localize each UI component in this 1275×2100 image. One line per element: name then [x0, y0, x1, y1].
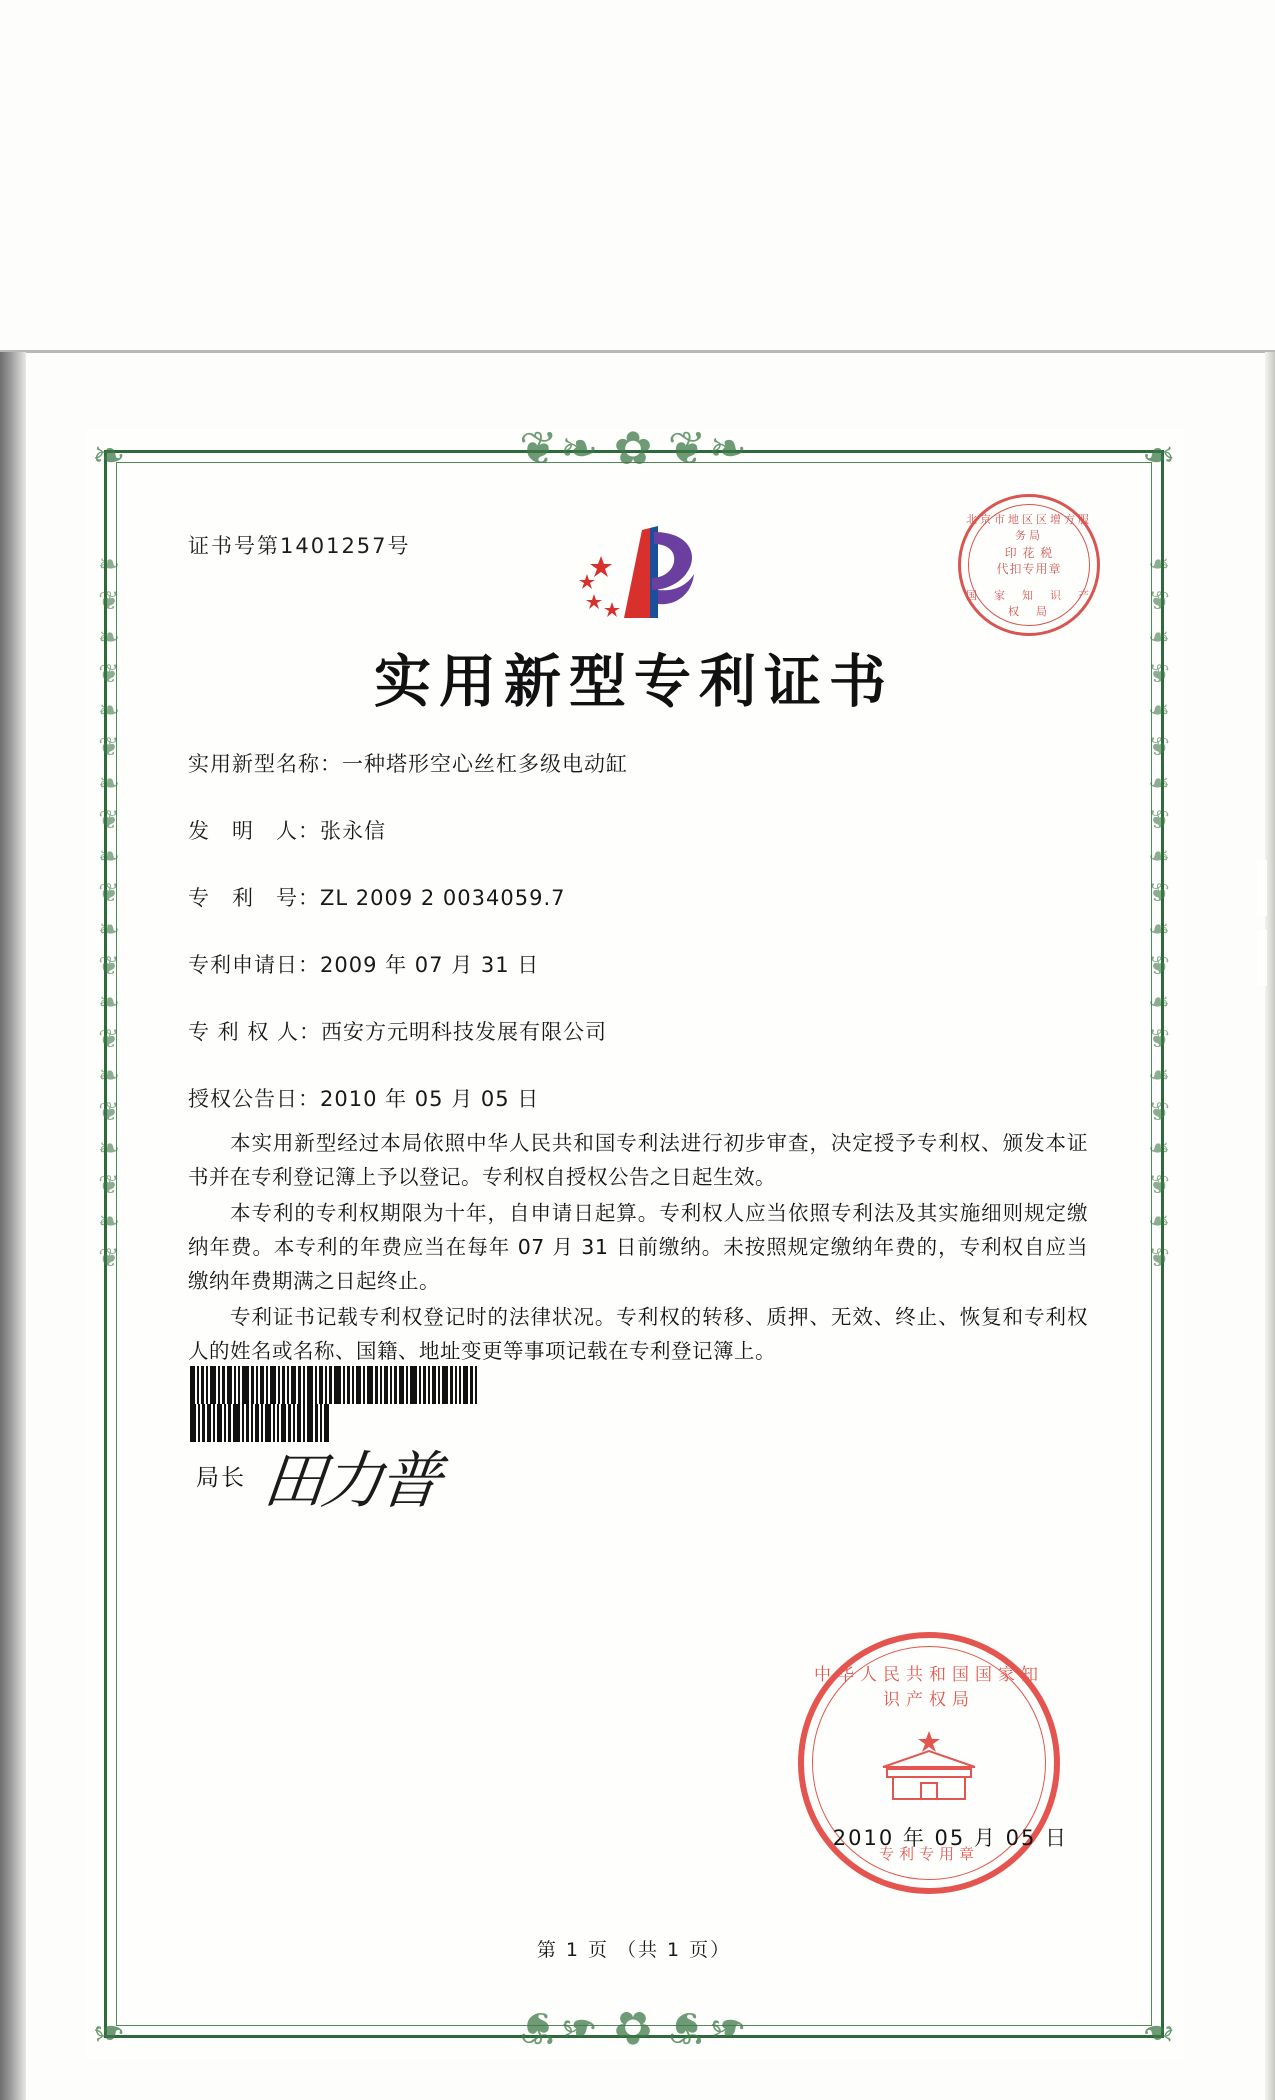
scan-edge-top [0, 350, 1275, 353]
ornament-corner-top-left-icon: ❧ [92, 433, 122, 478]
scan-edge-left [0, 352, 26, 2100]
certificate-content [140, 486, 1128, 2002]
ornament-side-left-icon: ❧ ❦ ❧ ❦ ❧ ❦ ❧ ❦ ❧ ❦ ❧ ❦ ❧ ❦ ❧ ❦ ❧ ❦ ❧ ❦ [95, 550, 124, 1274]
issue-date: 2010 年 05 月 05 日 [832, 1826, 1068, 1850]
scan-nick-upper [1257, 860, 1267, 916]
certificate-fields [188, 748, 1088, 1150]
label-application-date: 专利申请日： [188, 953, 320, 977]
ornament-bottom-center-icon: ❦❧ ✿ ❦❧ [519, 2002, 749, 2053]
tax-stamp-seal [958, 494, 1106, 636]
label-grant-announcement-date: 授权公告日： [188, 1087, 320, 1111]
field-inventor [188, 815, 1088, 845]
body-paragraph-3: 专利证书记载专利权登记时的法律状况。专利权的转移、质押、无效、终止、恢复和专利权人的姓名或名称、国籍、地址变更等事项记载在专利登记簿上。 [188, 1305, 1088, 1363]
body-paragraph-2: 本专利的专利权期限为十年，自申请日起算。专利权人应当依照专利法及其实施细则规定缴纳年费。本专利的年费应当在每年 07 月 31 日前缴纳。未按照规定缴纳年费的，专利权自应当缴纳年费期满之日起终止。 [188, 1201, 1088, 1293]
label-patentee: 专 利 权 人： [188, 1020, 322, 1044]
body-paragraph-1: 本实用新型经过本局依照中华人民共和国专利法进行初步审查，决定授予专利权、颁发本证书并在专利登记簿上予以登记。专利权自授权公告之日起生效。 [188, 1131, 1088, 1189]
certificate-body-text [188, 1126, 1088, 1370]
barcode [190, 1366, 480, 1404]
scan-nick-lower [1257, 930, 1267, 986]
value-utility-model-name: 一种塔形空心丝杠多级电动缸 [342, 752, 628, 776]
sipo-logo-icon [554, 512, 714, 632]
ornament-corner-top-right-icon: ❧ [1146, 433, 1176, 478]
tax-stamp-arc-bottom: 国 家 知 识 产 权 局 [966, 589, 1106, 618]
signature-handwriting: 田力普 [259, 1444, 442, 1517]
official-seal-arc-top: 中华人民共和国国家知识产权局 [814, 1665, 1044, 1710]
scan-edge-right [1265, 352, 1275, 2100]
ornament-side-right-icon: ❧ ❦ ❧ ❦ ❧ ❦ ❧ ❦ ❧ ❦ ❧ ❦ ❧ ❦ ❧ ❦ ❧ ❦ ❧ ❦ [1144, 550, 1173, 1274]
ornament-corner-bottom-right-icon: ❧ [1146, 2010, 1176, 2055]
field-grant-announcement-date [188, 1083, 1088, 1113]
field-application-date [188, 949, 1088, 979]
signature-label: 局长 [196, 1465, 246, 1491]
official-seal-arc-bottom: 专利专用章 [878, 1845, 979, 1863]
label-inventor: 发 明 人： [188, 819, 320, 843]
field-utility-model-name [188, 748, 1088, 778]
value-patent-number: ZL 2009 2 0034059.7 [320, 886, 566, 910]
field-patentee [188, 1016, 1088, 1046]
patent-certificate [84, 423, 1184, 2060]
ornament-corner-bottom-left-icon: ❧ [92, 2010, 122, 2055]
value-inventor: 张永信 [320, 819, 386, 843]
ornament-top-center-icon: ❦❧ ✿ ❦❧ [519, 423, 749, 474]
certificate-number: 证书号第1401257号 [188, 534, 411, 558]
signature-row [196, 1431, 442, 1520]
tax-stamp-middle [961, 545, 1097, 577]
value-grant-announcement-date: 2010 年 05 月 05 日 [320, 1087, 540, 1111]
tiananmen-icon [877, 1729, 981, 1807]
official-seal [798, 1632, 1060, 1894]
value-application-date: 2009 年 07 月 31 日 [320, 953, 540, 977]
tax-stamp-line1: 印 花 税 [1004, 546, 1054, 560]
tax-stamp-line2: 代扣专用章 [996, 562, 1062, 576]
label-patent-number: 专 利 号： [188, 886, 320, 910]
tax-stamp-arc-top: 北京市地区区增方服务局 [966, 513, 1092, 542]
page-footer: 第 1 页 （共 1 页） [536, 1939, 732, 1961]
label-utility-model-name: 实用新型名称： [188, 752, 342, 776]
value-patentee: 西安方元明科技发展有限公司 [321, 1020, 608, 1044]
page-title: 实用新型专利证书 [374, 649, 894, 715]
field-patent-number [188, 882, 1088, 912]
